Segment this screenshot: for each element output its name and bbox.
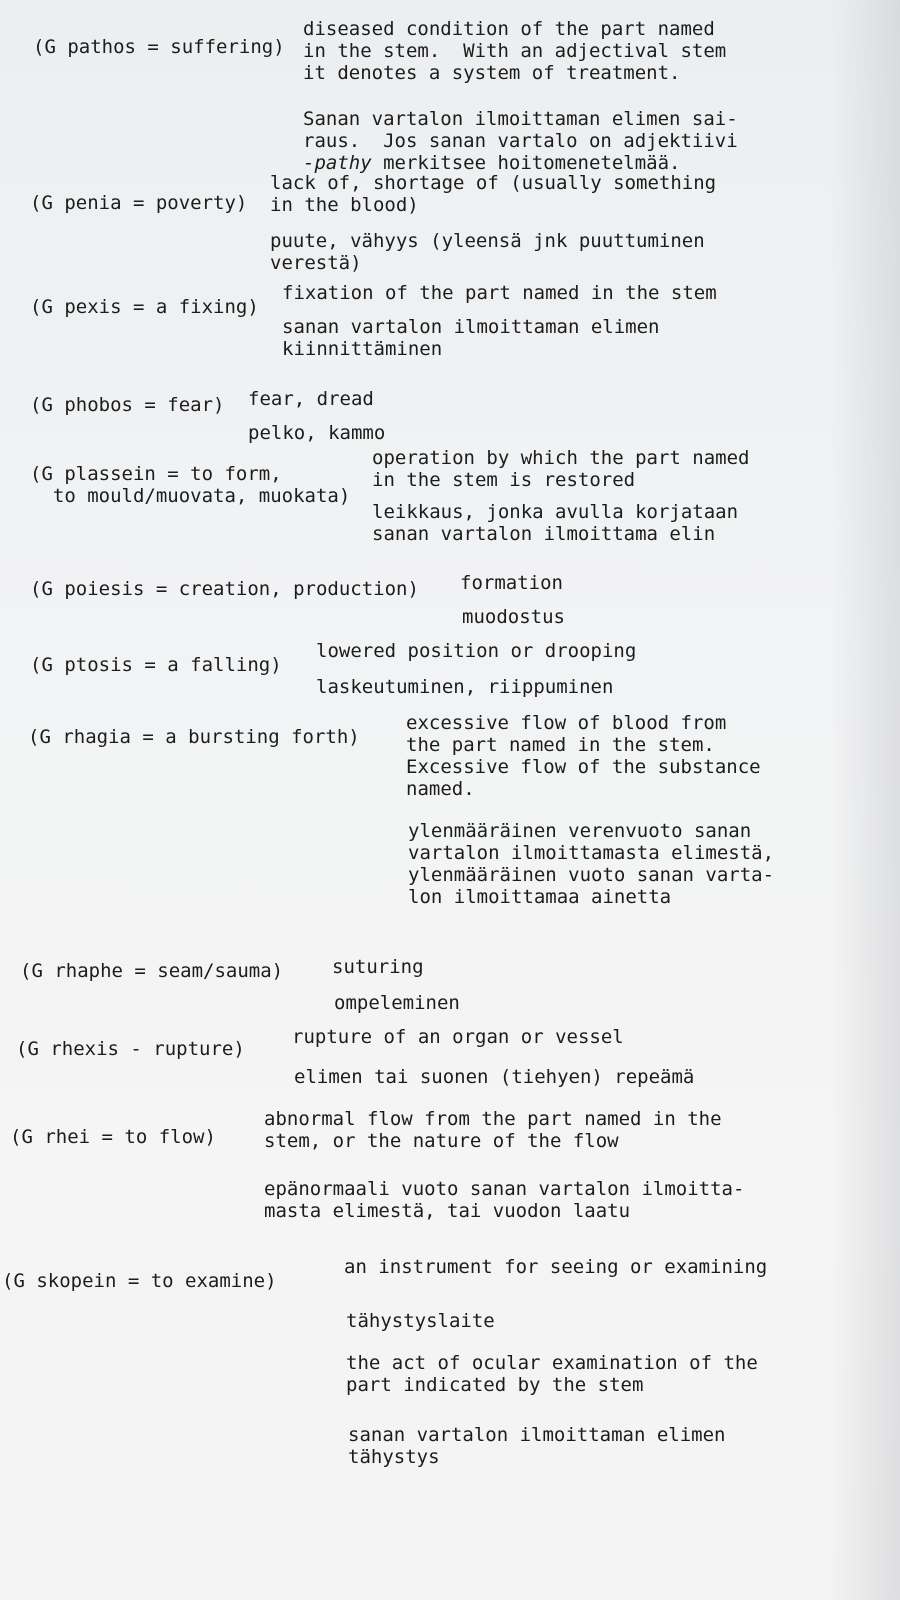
def-en-pexis: fixation of the part named in the stem <box>282 282 717 304</box>
def-fi-ptosis: laskeutuminen, riippuminen <box>316 676 614 698</box>
origin-plassein: (G plassein = to form, to mould/muovata, muokata) <box>30 463 351 507</box>
def-fi-pexis: sanan vartalon ilmoittaman elimen kiinnittäminen <box>282 316 660 360</box>
origin-pathos: (G pathos = suffering) <box>33 36 285 58</box>
def-fi-plassein: leikkaus, jonka avulla korjataan sanan vartalon ilmoittama elin <box>372 501 739 545</box>
def-fi-poiesis: muodostus <box>462 606 565 628</box>
origin-rhagia: (G rhagia = a bursting forth) <box>28 726 360 748</box>
def-en-ptosis: lowered position or drooping <box>316 640 637 662</box>
origin-rhexis: (G rhexis - rupture) <box>16 1038 245 1060</box>
origin-penia: (G penia = poverty) <box>30 192 248 214</box>
entry-plassein <box>30 447 750 557</box>
def-fi-rhei: epänormaali vuoto sanan vartalon ilmoitta- masta elimestä, tai vuodon laatu <box>264 1178 745 1222</box>
def-en-rhexis: rupture of an organ or vessel <box>292 1026 624 1048</box>
def-fi-pathos <box>303 108 738 174</box>
def-fi-rhexis: elimen tai suonen (tiehyen) repeämä <box>294 1066 695 1088</box>
entry-pexis <box>30 282 717 392</box>
origin-rhei: (G rhei = to flow) <box>10 1126 216 1148</box>
entry-rhei <box>10 1108 745 1222</box>
def-en-phobos: fear, dread <box>248 388 374 410</box>
origin-skopein: (G skopein = to examine) <box>2 1270 277 1292</box>
origin-rhaphe: (G rhaphe = seam/sauma) <box>20 960 284 982</box>
def-fi-skopein: tähystyslaite <box>346 1310 495 1332</box>
origin-pexis: (G pexis = a fixing) <box>30 296 259 318</box>
def-fi-pathos-italic: -pathy <box>303 152 372 174</box>
origin-ptosis: (G ptosis = a falling) <box>30 654 282 676</box>
def-fi2-skopein: sanan vartalon ilmoittaman elimen tähystys <box>348 1424 726 1468</box>
def-en2-skopein: the act of ocular examination of the part indicated by the stem <box>346 1352 758 1396</box>
def-fi-rhaphe: ompeleminen <box>334 992 460 1014</box>
def-en-penia: lack of, shortage of (usually something in the blood) <box>270 172 717 216</box>
def-fi-penia: puute, vähyys (yleensä jnk puuttuminen verestä) <box>270 230 705 274</box>
entry-pathos <box>33 18 738 174</box>
def-en-skopein: an instrument for seeing or examining <box>344 1256 768 1278</box>
entry-rhagia <box>28 712 775 908</box>
def-en-plassein: operation by which the part named in the stem is restored <box>372 447 750 491</box>
def-fi-rhagia: ylenmääräinen verenvuoto sanan vartalon ilmoittamasta elimestä, ylenmääräinen vuoto sanan varta- lon ilmoittamaa ainetta <box>408 820 775 908</box>
def-en-rhagia: excessive flow of blood from the part named in the stem. Excessive flow of the substance named. <box>406 712 761 800</box>
def-en-rhei: abnormal flow from the part named in the stem, or the nature of the flow <box>264 1108 722 1152</box>
def-fi-phobos: pelko, kammo <box>248 422 386 444</box>
origin-phobos: (G phobos = fear) <box>30 394 225 416</box>
def-en-poiesis: formation <box>460 572 563 594</box>
def-en-rhaphe: suturing <box>332 956 424 978</box>
entry-skopein <box>2 1256 768 1468</box>
entry-penia <box>30 172 717 282</box>
origin-poiesis: (G poiesis = creation, production) <box>30 578 419 600</box>
def-fi-pathos-tail: merkitsee hoitomenetelmää. <box>371 152 681 174</box>
def-en-pathos: diseased condition of the part named in the stem. With an adjectival stem it denotes a system of treatment. <box>303 18 727 84</box>
def-fi-pathos-text: Sanan vartalon ilmoittaman elimen sai- raus. Jos sanan vartalo on adjektiivi <box>303 108 738 152</box>
